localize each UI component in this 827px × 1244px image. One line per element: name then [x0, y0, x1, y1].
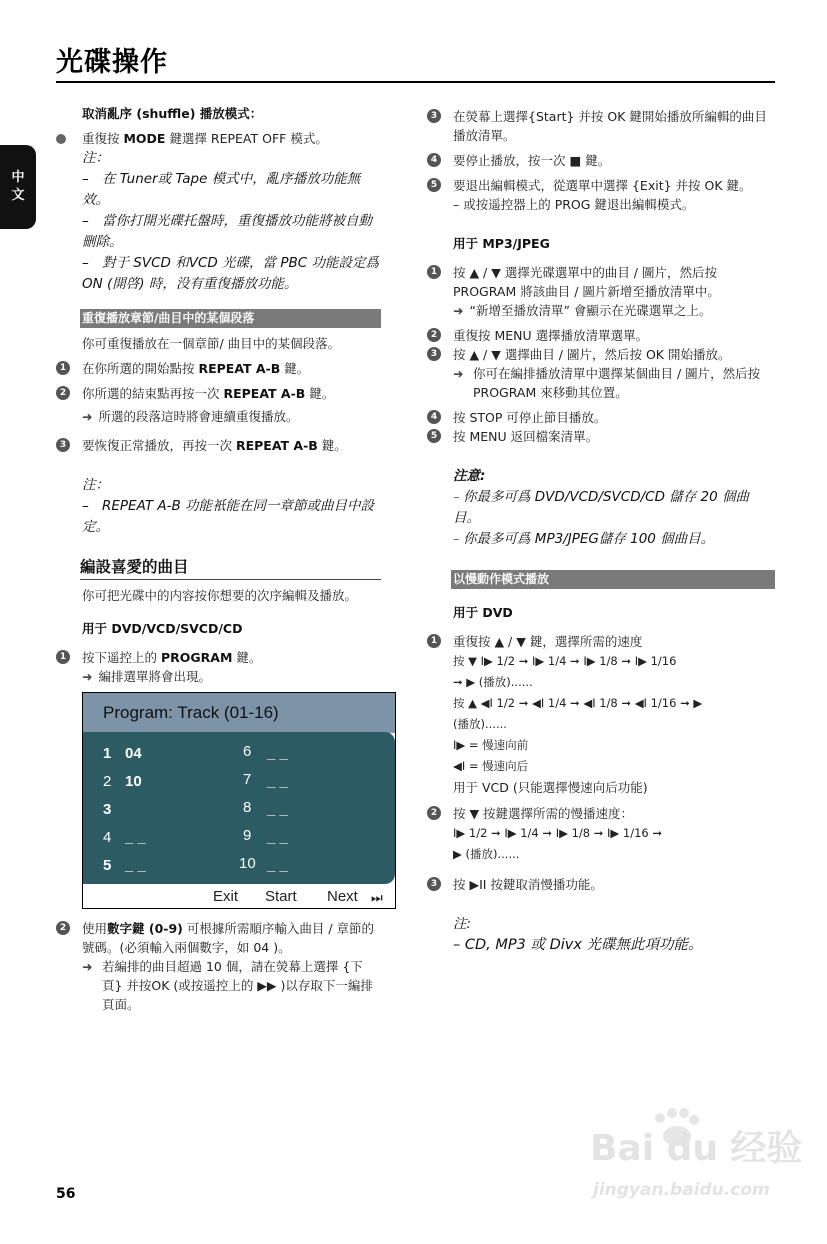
side-tab-char-2: 文	[11, 188, 25, 203]
program-subheading: 用于 DVD/VCD/SVCD/CD	[82, 621, 243, 636]
mp3-step-2	[427, 326, 775, 345]
step-number-icon: 3	[427, 877, 441, 891]
track-slot-value[interactable]: _ _	[267, 801, 288, 818]
track-slot-value[interactable]: 04	[125, 745, 142, 762]
arrow-icon: ➜	[453, 366, 464, 381]
slow-step-3	[427, 875, 775, 894]
watermark-url: jingyan.baidu.com	[593, 1180, 770, 1200]
repeat-arrow-line	[56, 407, 381, 426]
track-slot-value[interactable]: _ _	[267, 857, 288, 874]
slow-note-label: 注:	[453, 916, 472, 932]
step-text: 按 MENU 返回檔案清單。	[453, 429, 599, 444]
left-column	[56, 104, 381, 1014]
arrow-icon: ➜	[82, 669, 93, 684]
track-slot-number[interactable]: 1	[103, 745, 112, 762]
program-menu-screen	[82, 692, 396, 909]
step-key: PROGRAM	[160, 650, 233, 665]
repeat-arrow-text: 所選的段落這時將會連續重復播放。	[98, 409, 299, 424]
step-text: 要停止播放，按一次 ■ 鍵。	[453, 153, 611, 168]
step-number-icon: 1	[56, 650, 70, 664]
repeat-step-3	[56, 436, 381, 455]
slow-line: ➞ ▶ (播放)......	[453, 675, 533, 689]
program-arrow-line	[56, 667, 381, 686]
track-slot-value[interactable]: 10	[125, 773, 142, 790]
dvd-heading: 用于 DVD	[453, 605, 513, 620]
step-key: REPEAT A-B	[198, 361, 281, 376]
step-number-icon: 2	[427, 328, 441, 342]
step-text: 按 ▶II 按鍵取消慢播功能。	[453, 877, 603, 892]
step-number-icon: 2	[56, 386, 70, 400]
title-rule	[56, 81, 775, 83]
track-slot-number[interactable]: 4	[103, 829, 112, 846]
screen-header	[83, 693, 395, 733]
step-text: 鍵。	[305, 386, 335, 401]
next-button[interactable]: Next	[327, 888, 358, 905]
step-text: 你所選的結束點再按一次	[82, 386, 224, 401]
track-slot-value[interactable]: _ _	[125, 857, 146, 874]
track-slot-number[interactable]: 7	[243, 771, 252, 788]
track-slot-number[interactable]: 10	[239, 855, 256, 872]
language-side-tab	[0, 145, 36, 229]
slow-line: ◀I = 慢速向后	[453, 759, 529, 773]
step-text: 要恢復正常播放，再按一次	[82, 438, 236, 453]
step-number-icon: 3	[427, 109, 441, 123]
program-step-1	[56, 648, 381, 667]
step-text: 按 ▲ / ▼ 選擇曲目 / 圖片，然后按 OK 開始播放。	[453, 347, 731, 362]
step-text: 在你所選的開始點按	[82, 361, 199, 376]
arrow-icon: ➜	[82, 959, 93, 974]
slow-line: I▶ = 慢速向前	[453, 738, 529, 752]
step-text: 在熒幕上選擇{Start} 并按 OK 鍵開始播放所編輯的曲目播放清單。	[453, 109, 767, 143]
shuffle-text-b: 鍵選擇 REPEAT OFF 模式。	[165, 131, 328, 146]
shuffle-heading: 取消亂序 (shuffle) 播放模式：	[82, 106, 263, 121]
exit-button[interactable]: Exit	[213, 888, 239, 905]
mp3-note-item: – 你最多可爲 MP3/JPEG儲存 100 個曲目。	[453, 531, 715, 547]
shuffle-step	[56, 129, 381, 148]
page-number: 56	[56, 1186, 76, 1202]
program-step-2	[56, 919, 381, 957]
note-item: – 對于 SVCD 和VCD 光碟，當 PBC 功能設定爲 ON (開啓) 時，没有重復播放功能。	[82, 255, 379, 292]
slow-speed-lines	[427, 651, 775, 798]
step-number-icon: 2	[427, 806, 441, 820]
slow-line: 按 ▲ ◀I 1/2 ➞ ◀I 1/4 ➞ ◀I 1/8 ➞ ◀I 1/16 ➞ ▶	[453, 696, 703, 710]
step-key: REPEAT A-B	[235, 438, 318, 453]
slow-step-2	[427, 804, 775, 823]
step-text: 按下遥控上的	[82, 650, 161, 665]
step-text: 按 ▼ 按鍵選擇所需的慢播速度：	[453, 806, 634, 821]
track-slot-value[interactable]: _ _	[267, 773, 288, 790]
note-item: – 在 Tuner或 Tape 模式中，亂序播放功能無效。	[82, 171, 361, 208]
note-label: 注：	[82, 150, 109, 166]
shuffle-key: MODE	[123, 131, 166, 146]
repeat-step-2	[56, 384, 381, 403]
step-number-icon: 5	[427, 178, 441, 192]
step-text: 鍵。	[317, 438, 347, 453]
step-number-icon: 4	[427, 410, 441, 424]
note-text-3: 對于 SVCD 和VCD 光碟，當 PBC 功能設定爲 ON (開啓) 時，没有重復播放功能。	[82, 255, 379, 292]
track-slot-value[interactable]: _ _	[267, 745, 288, 762]
start-button[interactable]: Start	[265, 888, 297, 905]
mp3-step-4	[427, 408, 775, 427]
track-slot-value[interactable]: _ _	[125, 829, 146, 846]
program-step-5	[427, 176, 775, 195]
side-tab-char-1: 中	[11, 170, 25, 185]
watermark-brand: Bai du 经验	[590, 1128, 803, 1169]
track-slot-number[interactable]: 2	[103, 773, 112, 790]
track-slot-number[interactable]: 8	[243, 799, 252, 816]
mp3-heading: 用于 MP3/JPEG	[453, 236, 550, 251]
slow-line: (播放)......	[453, 717, 507, 731]
program-step-4	[427, 151, 775, 170]
track-slot-number[interactable]: 6	[243, 743, 252, 760]
track-slot-value[interactable]: _ _	[267, 829, 288, 846]
mp3-note-item: – 你最多可爲 DVD/VCD/SVCD/CD 儲存 20 個曲目。	[453, 489, 750, 526]
screen-button-row	[83, 884, 395, 908]
step-key: REPEAT A-B	[223, 386, 306, 401]
step-key: 數字鍵 (0-9)	[107, 921, 183, 936]
program-step5-sub: – 或按遥控器上的 PROG 鍵退出編輯模式。	[453, 197, 695, 212]
program-step-3	[427, 107, 775, 145]
slow-line: I▶ 1/2 ➞ I▶ 1/4 ➞ I▶ 1/8 ➞ I▶ 1/16 ➞	[453, 826, 663, 840]
shuffle-text-a: 重復按	[82, 131, 124, 146]
mp3-note-text-1: 你最多可爲 DVD/VCD/SVCD/CD 儲存 20 個曲目。	[453, 489, 750, 526]
right-column	[427, 107, 775, 956]
bullet-icon	[56, 134, 66, 144]
step-number-icon: 1	[427, 265, 441, 279]
next-icon[interactable]: ⏭	[371, 890, 383, 905]
step-text: 按 STOP 可停止節目播放。	[453, 410, 607, 425]
slow-section-bar: 以慢動作模式播放	[451, 570, 775, 589]
step-text: 鍵。	[280, 361, 310, 376]
program-step2-arrow-text: 若編排的曲目超過 10 個，請在熒幕上選擇 {下頁} 并按OK (或按遥控上的 ▶▶ )以存取下一編排頁面。	[102, 959, 373, 1012]
track-slot-number[interactable]: 3	[103, 801, 112, 818]
program-step2-arrow	[56, 957, 381, 1014]
step-number-icon: 2	[56, 921, 70, 935]
step-number-icon: 4	[427, 153, 441, 167]
step-number-icon: 1	[56, 361, 70, 375]
track-panel	[83, 732, 395, 884]
slow-step-1	[427, 632, 775, 651]
step-text: 重復按 MENU 選擇播放清單選單。	[453, 328, 649, 343]
step-text: 要退出編輯模式，從選單中選擇 {Exit} 并按 OK 鍵。	[453, 178, 752, 193]
step-number-icon: 5	[427, 429, 441, 443]
program-heading: 編設喜愛的曲目	[80, 558, 381, 580]
mp3-note-label: 注意:	[453, 468, 486, 484]
step-text: 可根據所需順序輸入曲目 / 章節的號碼。(必須輸入兩個數字，如 04 )。	[82, 921, 375, 955]
repeat-step-1	[56, 359, 381, 378]
mp3-step-1	[427, 263, 775, 301]
track-slot-number[interactable]: 5	[103, 857, 112, 874]
note-item: – 當你打開光碟托盤時，重復播放功能將被自動刪除。	[82, 213, 372, 250]
mp3-step-3	[427, 345, 775, 364]
slow-step2-lines	[427, 823, 775, 865]
step-number-icon: 3	[427, 347, 441, 361]
mp3-arrow-text: “新增至播放清單” 會顯示在光碟選單之上。	[469, 303, 712, 318]
note2-text: REPEAT A-B 功能衹能在同一章節或曲目中設定。	[82, 498, 375, 535]
repeat-section-bar: 重復播放章節/曲目中的某個段落	[80, 309, 381, 328]
arrow-icon: ➜	[453, 303, 464, 318]
step-number-icon: 3	[56, 438, 70, 452]
mp3-arrow-line-3	[427, 364, 775, 402]
track-slot-number[interactable]: 9	[243, 827, 252, 844]
note2-item: – REPEAT A-B 功能衹能在同一章節或曲目中設定。	[82, 498, 375, 535]
mp3-arrow-text: 你可在編排播放清單中選擇某個曲目 / 圖片，然后按 PROGRAM 來移動其位置。	[473, 366, 761, 400]
slow-line: ▶ (播放)......	[453, 847, 520, 861]
mp3-arrow-line-1	[427, 301, 775, 320]
step-text: 使用	[82, 921, 108, 936]
repeat-intro: 你可重復播放在一個章節/ 曲目中的某個段落。	[82, 336, 341, 351]
mp3-step-5	[427, 427, 775, 446]
step-text: 鍵。	[232, 650, 262, 665]
slow-line: 按 ▼ I▶ 1/2 ➞ I▶ 1/4 ➞ I▶ 1/8 ➞ I▶ 1/16	[453, 654, 677, 668]
program-intro: 你可把光碟中的内容按你想要的次序編輯及播放。	[82, 588, 358, 603]
mp3-note-text-2: 你最多可爲 MP3/JPEG儲存 100 個曲目。	[463, 531, 715, 547]
note2-label: 注：	[82, 477, 109, 493]
page-title: 光碟操作	[56, 47, 168, 78]
step-text: 按 ▲ / ▼ 選擇光碟選單中的曲目 / 圖片，然后按 PROGRAM 將該曲目 / 圖片新增至播放清單中。	[453, 265, 720, 299]
note-text-1: 在 Tuner或 Tape 模式中，亂序播放功能無效。	[82, 171, 361, 208]
vcd-line: 用于 VCD (只能選擇慢速向后功能)	[453, 780, 648, 795]
slow-note-text: – CD, MP3 或 Divx 光碟無此項功能。	[453, 937, 703, 953]
screen-title: Program: Track (01-16)	[103, 703, 279, 722]
step-number-icon: 1	[427, 634, 441, 648]
step-text: 重復按 ▲ / ▼ 鍵，選擇所需的速度	[453, 634, 643, 649]
arrow-icon: ➜	[82, 409, 93, 424]
note-text-2: 當你打開光碟托盤時，重復播放功能將被自動刪除。	[82, 213, 372, 250]
program-arrow-text: 編排選單將會出現。	[98, 669, 211, 684]
